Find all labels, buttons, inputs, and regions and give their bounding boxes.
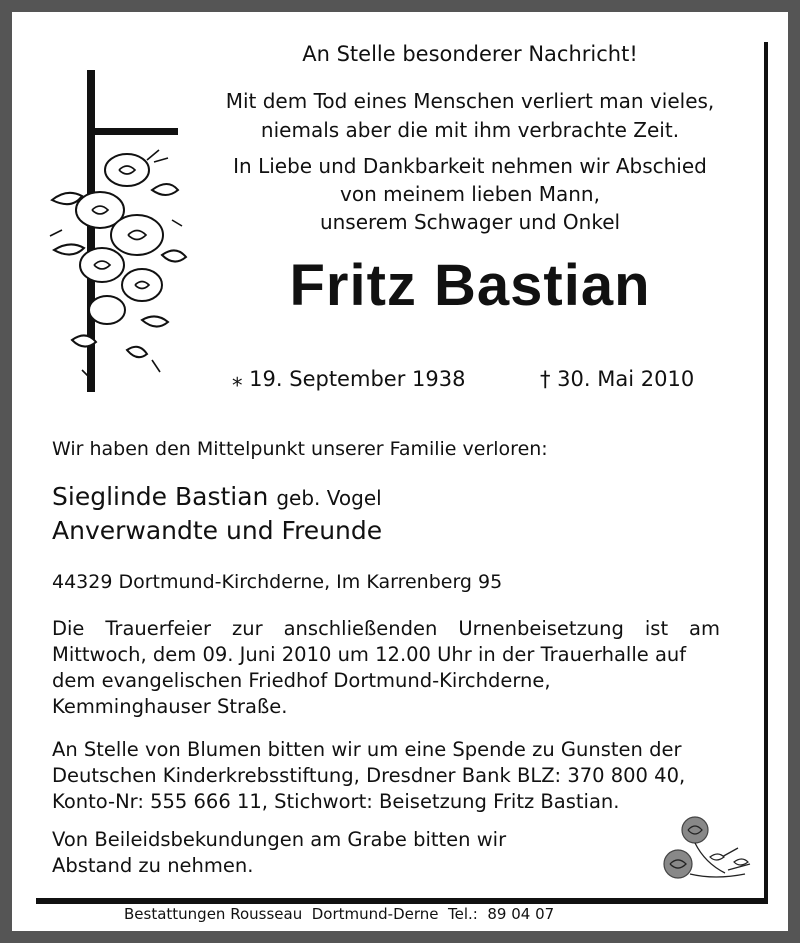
address: 44329 Dortmund-Kirchderne, Im Karrenberg 95 (52, 571, 503, 593)
condolence-line-1: Von Beileidsbekundungen am Grabe bitten wir (52, 828, 507, 851)
footer-funeral-home: Bestattungen Rousseau Dortmund-Derne Tel.: 89 04 07 (124, 905, 555, 923)
cross-with-roses-icon (42, 70, 192, 392)
birth-date: ⁎ 19. September 1938 (232, 367, 466, 391)
ceremony-paragraph (52, 616, 720, 720)
donation-paragraph (52, 737, 720, 815)
donation-line-3: Konto-Nr: 555 666 11, Stichwort: Beisetzung Fritz Bastian. (52, 790, 620, 813)
intro-line-3: unserem Schwager und Onkel (319, 210, 621, 234)
death-date: † 30. Mai 2010 (540, 367, 695, 391)
ceremony-line-4: Kemminghauser Straße. (52, 695, 288, 718)
donation-line-2: Deutschen Kinderkrebsstiftung, Dresdner Bank BLZ: 370 800 40, (52, 764, 686, 787)
condolence-paragraph (52, 827, 720, 879)
ceremony-line-1: Die Trauerfeier zur anschließenden Urnenbeisetzung ist am (52, 617, 720, 640)
ceremony-line-3: dem evangelischen Friedhof Dortmund-Kirchderne, (52, 669, 551, 692)
ceremony-line-2: Mittwoch, dem 09. Juni 2010 um 12.00 Uhr in der Trauerhalle auf (52, 643, 687, 666)
intro-line-2: von meinem lieben Mann, (340, 182, 600, 206)
signatory-name: Sieglinde Bastian (52, 482, 269, 511)
donation-line-1: An Stelle von Blumen bitten wir um eine Spende zu Gunsten der (52, 738, 682, 761)
quote (200, 87, 740, 145)
condolence-line-2: Abstand zu nehmen. (52, 854, 254, 877)
signatory-maiden-name: geb. Vogel (276, 486, 382, 510)
signatory-line-2: Anverwandte und Freunde (52, 516, 383, 545)
quote-line-2: niemals aber die mit ihm verbrachte Zeit. (260, 118, 680, 142)
quote-line-1: Mit dem Tod eines Menschen verliert man vieles, (225, 89, 715, 113)
deceased-name: Fritz Bastian (289, 253, 651, 318)
signatory-line-1 (52, 482, 382, 511)
headline: An Stelle besonderer Nachricht! (302, 42, 638, 66)
lost-line: Wir haben den Mittelpunkt unserer Familie verloren: (52, 438, 548, 460)
intro-line-1: In Liebe und Dankbarkeit nehmen wir Abschied (233, 154, 707, 178)
roses-icon (650, 812, 760, 892)
intro (200, 152, 740, 236)
